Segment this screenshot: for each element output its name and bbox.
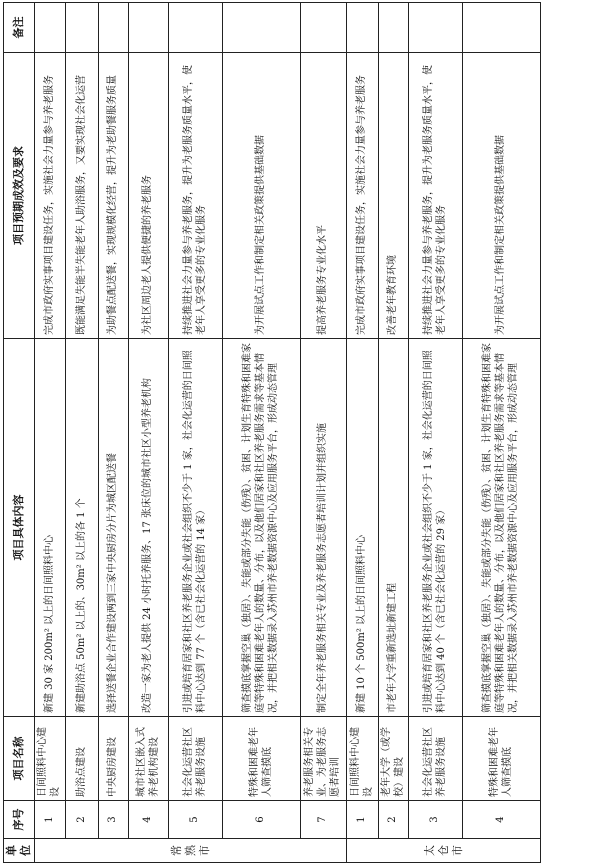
cell-no: 2 xyxy=(379,801,409,839)
cell-name: 老年大学（或学校）建设 xyxy=(379,717,409,801)
cell-no: 7 xyxy=(301,801,347,839)
cell-goal: 为助餐点配送餐，实现规模化经营，提升为老助餐服务质量 xyxy=(99,53,129,339)
cell-content: 选择送餐企业合作建设两到三家中央厨房分片为城区配送餐 xyxy=(99,339,129,717)
cell-goal: 为开展试点工作和制定相关政策提供基础数据 xyxy=(463,53,541,339)
cell-name: 社会化运营社区养老服务设施 xyxy=(409,717,463,801)
unit-cell-changshu: 常熟市 xyxy=(35,839,347,863)
cell-goal: 完成市政府实事项目建设任务，实施社会力量参与养老服务 xyxy=(347,53,379,339)
table-header-row xyxy=(4,3,35,863)
cell-note xyxy=(169,3,223,53)
cell-note xyxy=(347,3,379,53)
header-name: 项目名称 xyxy=(4,717,35,801)
cell-no: 4 xyxy=(129,801,169,839)
cell-note xyxy=(129,3,169,53)
cell-content: 制定全年养老服务相关专业及养老服务志愿者培训计划并组织实施 xyxy=(301,339,347,717)
cell-name: 特殊和困难老年人筛查摸底 xyxy=(463,717,541,801)
cell-name: 养老服务相关专业、为老服务志愿者培训 xyxy=(301,717,347,801)
cell-note xyxy=(463,3,541,53)
cell-note xyxy=(223,3,301,53)
cell-content: 新建 10 个 500m² 以上的日间照料中心 xyxy=(347,339,379,717)
table-row xyxy=(223,3,301,863)
cell-no: 3 xyxy=(409,801,463,839)
cell-name: 日间照料中心建设 xyxy=(35,717,66,801)
table-row xyxy=(379,3,409,863)
cell-name: 特殊和困难老年人筛查摸底 xyxy=(223,717,301,801)
cell-no: 3 xyxy=(99,801,129,839)
cell-no: 1 xyxy=(35,801,66,839)
cell-goal: 改善老年教育环境 xyxy=(379,53,409,339)
cell-content: 筛查摸底掌握空巢（独居）、失能或部分失能（伤残）、贫困、计划生育特殊和困难家庭等特殊和困难老年人的数量、分布，以及他们居家和社区养老服务需求等基本情况，并把相关数据录入苏州市养老数据资源中心及应用服务平台，形成动态管理 xyxy=(463,339,541,717)
header-no: 序号 xyxy=(4,801,35,839)
cell-goal: 提高养老服务专业化水平 xyxy=(301,53,347,339)
project-table xyxy=(3,2,541,863)
cell-name: 助浴点建设 xyxy=(66,717,99,801)
cell-name: 日间照料中心建设 xyxy=(347,717,379,801)
cell-goal: 完成市政府实事项目建设任务，实施社会力量参与养老服务 xyxy=(35,53,66,339)
cell-content: 筛查摸底掌握空巢（独居）、失能或部分失能（伤残）、贫困、计划生育特殊和困难家庭等特殊和困难老年人的数量、分布，以及他们居家和社区养老服务需求等基本情况，并把相关数据录入苏州市养老数据资源中心及应用服务平台，形成动态管理 xyxy=(223,339,301,717)
cell-goal: 持续推进社会力量参与养老服务，提升为老服务质量水平，使老年人享受更多的专业化服务 xyxy=(409,53,463,339)
cell-no: 4 xyxy=(463,801,541,839)
cell-no: 2 xyxy=(66,801,99,839)
cell-name: 中央厨房建设 xyxy=(99,717,129,801)
cell-goal: 为开展试点工作和制定相关政策提供基础数据 xyxy=(223,53,301,339)
cell-content: 市老年大学重新选址新建工程 xyxy=(379,339,409,717)
cell-content: 改造一家为老人提供 24 小时托养服务、17 张床位的城市社区小型养老机构 xyxy=(129,339,169,717)
header-unit: 单位 xyxy=(4,839,35,863)
cell-goal: 为社区周边老人提供便捷的养老服务 xyxy=(129,53,169,339)
cell-no: 6 xyxy=(223,801,301,839)
header-note: 备注 xyxy=(4,3,35,53)
header-content: 项目具体内容 xyxy=(4,339,35,717)
cell-note xyxy=(379,3,409,53)
table-row xyxy=(347,3,379,863)
cell-no: 5 xyxy=(169,801,223,839)
cell-content: 新建 30 家 200m² 以上的日间照料中心 xyxy=(35,339,66,717)
cell-no: 1 xyxy=(347,801,379,839)
cell-content: 新建助浴点 50m² 以上的、30m² 以上的各 1 个 xyxy=(66,339,99,717)
cell-content: 引进或培育居家和社区养老服务企业或社会组织不少于 1 家，社会化运营的日间照料中心达到 77 个（含已社会化运营的 14 家） xyxy=(169,339,223,717)
cell-note xyxy=(409,3,463,53)
table-row xyxy=(129,3,169,863)
cell-note xyxy=(301,3,347,53)
cell-name: 城市社区嵌入式养老机构建设 xyxy=(129,717,169,801)
cell-goal: 既能满足失能半失能老年人助浴服务，又要实现社会化运营 xyxy=(66,53,99,339)
table-row xyxy=(409,3,463,863)
cell-note xyxy=(35,3,66,53)
table-row xyxy=(66,3,99,863)
table-row xyxy=(463,3,541,863)
table-row xyxy=(35,3,66,863)
cell-content: 引进或培育居家和社区养老服务企业或社会组织不少于 1 家，社会化运营的日间照料中心达到 40 个（含已社会化运营的 29 家） xyxy=(409,339,463,717)
cell-name: 社会化运营社区养老服务设施 xyxy=(169,717,223,801)
cell-note xyxy=(99,3,129,53)
table-row xyxy=(99,3,129,863)
table-row xyxy=(301,3,347,863)
unit-cell-taicang: 太仓市 xyxy=(347,839,541,863)
table-row xyxy=(169,3,223,863)
cell-goal: 持续推进社会力量参与养老服务，提升为老服务质量水平，使老年人享受更多的专业化服务 xyxy=(169,53,223,339)
cell-note xyxy=(66,3,99,53)
header-goal: 项目预期成效及要求 xyxy=(4,53,35,339)
